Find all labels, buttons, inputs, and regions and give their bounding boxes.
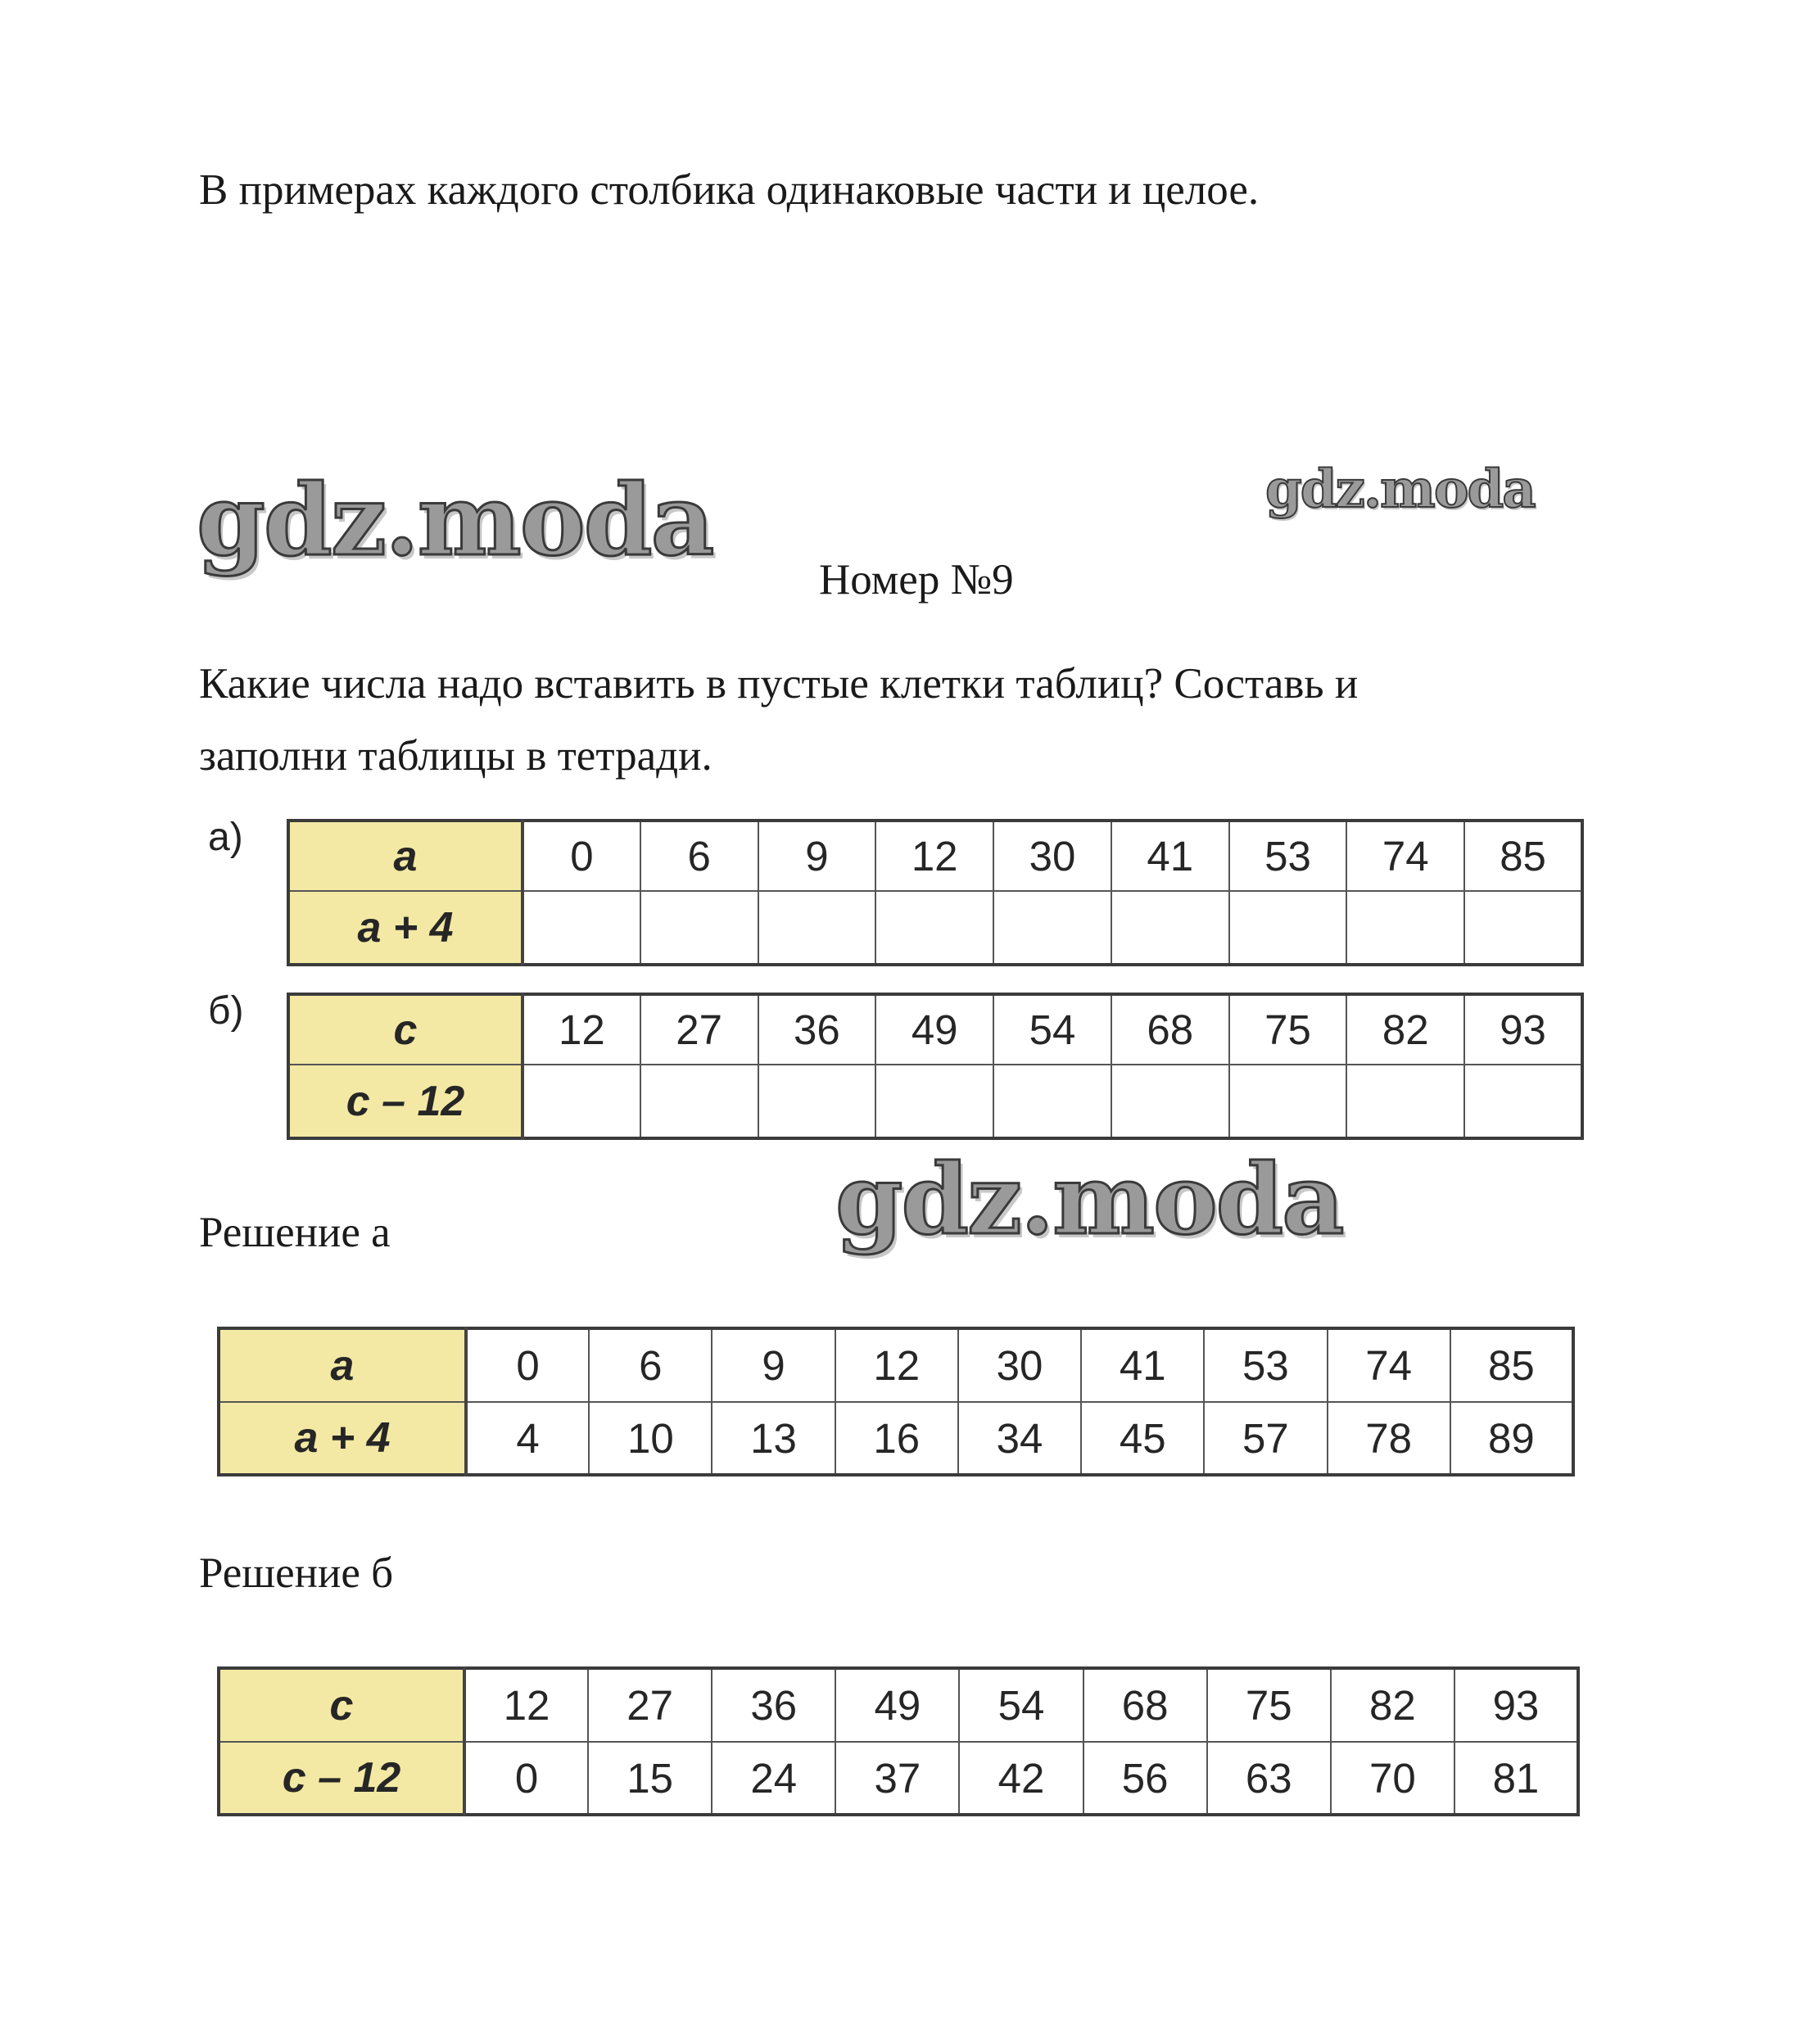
table-cell: 82: [1346, 994, 1464, 1065]
empty-cell: [1346, 891, 1464, 965]
task-question-line-2: заполни таблицы в тетради.: [199, 732, 712, 780]
table-cell: 27: [640, 994, 758, 1065]
row-header: a + 4: [288, 891, 522, 965]
table-cell: 74: [1346, 821, 1464, 891]
table-cell: 6: [589, 1328, 712, 1402]
empty-cell: [640, 1065, 758, 1138]
row-header: c: [288, 994, 522, 1065]
table-cell: 54: [993, 994, 1111, 1065]
table-cell: 93: [1454, 1668, 1578, 1742]
solution-a-title: Решение а: [199, 1209, 391, 1256]
table-cell: 0: [522, 821, 640, 891]
table-row: [288, 994, 1582, 1065]
row-header: c – 12: [288, 1065, 522, 1138]
row-header: c – 12: [219, 1742, 464, 1815]
table-cell: 74: [1328, 1328, 1450, 1402]
task-number-title: Номер №9: [819, 556, 1014, 604]
table-cell: 81: [1454, 1742, 1578, 1815]
empty-cell: [640, 891, 758, 965]
table-cell: 36: [712, 1668, 835, 1742]
empty-cell: [993, 1065, 1111, 1138]
table-row: [219, 1402, 1573, 1475]
solution-table-b: [217, 1666, 1580, 1816]
task-question-line-1: Какие числа надо вставить в пустые клетки таблиц? Составь и: [199, 660, 1359, 708]
watermark-logo: gdz.moda: [197, 463, 713, 578]
table-cell: 4: [466, 1402, 589, 1475]
watermark-logo: gdz.moda: [1265, 459, 1535, 520]
table-cell: 75: [1229, 994, 1347, 1065]
empty-cell: [1229, 1065, 1347, 1138]
table-cell: 63: [1207, 1742, 1331, 1815]
table-cell: 49: [835, 1668, 959, 1742]
table-cell: 93: [1464, 994, 1582, 1065]
watermark-logo: gdz.moda: [835, 1142, 1343, 1256]
table-cell: 53: [1204, 1328, 1327, 1402]
table-row: [288, 1065, 1582, 1138]
table-cell: 85: [1464, 821, 1582, 891]
table-cell: 30: [993, 821, 1111, 891]
table-cell: 12: [835, 1328, 958, 1402]
table-cell: 85: [1450, 1328, 1573, 1402]
table-cell: 82: [1331, 1668, 1454, 1742]
table-cell: 78: [1328, 1402, 1450, 1475]
table-cell: 0: [466, 1328, 589, 1402]
empty-cell: [758, 891, 876, 965]
table-cell: 12: [464, 1668, 588, 1742]
table-cell: 68: [1111, 994, 1229, 1065]
table-cell: 36: [758, 994, 876, 1065]
table-cell: 6: [640, 821, 758, 891]
table-cell: 10: [589, 1402, 712, 1475]
table-cell: 34: [958, 1402, 1081, 1475]
table-cell: 54: [959, 1668, 1083, 1742]
table-cell: 9: [758, 821, 876, 891]
table-cell: 24: [712, 1742, 835, 1815]
table-cell: 16: [835, 1402, 958, 1475]
task-table-a: [287, 819, 1584, 966]
table-cell: 56: [1083, 1742, 1207, 1815]
row-header: a: [219, 1328, 466, 1402]
empty-cell: [758, 1065, 876, 1138]
table-row: [219, 1742, 1578, 1815]
table-cell: 27: [588, 1668, 712, 1742]
empty-cell: [1229, 891, 1347, 965]
empty-cell: [522, 1065, 640, 1138]
table-cell: 13: [712, 1402, 835, 1475]
table-cell: 30: [958, 1328, 1081, 1402]
empty-cell: [1111, 1065, 1229, 1138]
table-cell: 15: [588, 1742, 712, 1815]
table-row: [219, 1668, 1578, 1742]
intro-text: В примерах каждого столбика одинаковые части и целое.: [199, 166, 1260, 214]
table-row: [288, 821, 1582, 891]
empty-cell: [1346, 1065, 1464, 1138]
table-cell: 75: [1207, 1668, 1331, 1742]
table-cell: 41: [1081, 1328, 1204, 1402]
empty-cell: [875, 891, 993, 965]
table-row: [288, 891, 1582, 965]
table-a-label: а): [208, 816, 243, 859]
empty-cell: [522, 891, 640, 965]
row-header: c: [219, 1668, 464, 1742]
task-table-b: [287, 993, 1584, 1140]
table-b-label: б): [208, 989, 244, 1033]
empty-cell: [875, 1065, 993, 1138]
table-cell: 53: [1229, 821, 1347, 891]
solution-b-title: Решение б: [199, 1549, 394, 1597]
table-cell: 9: [712, 1328, 835, 1402]
row-header: a: [288, 821, 522, 891]
table-cell: 37: [835, 1742, 959, 1815]
table-cell: 68: [1083, 1668, 1207, 1742]
row-header: a + 4: [219, 1402, 466, 1475]
table-cell: 42: [959, 1742, 1083, 1815]
empty-cell: [993, 891, 1111, 965]
empty-cell: [1464, 891, 1582, 965]
table-cell: 70: [1331, 1742, 1454, 1815]
table-cell: 12: [522, 994, 640, 1065]
table-row: [219, 1328, 1573, 1402]
table-cell: 89: [1450, 1402, 1573, 1475]
empty-cell: [1111, 891, 1229, 965]
solution-table-a: [217, 1327, 1575, 1476]
table-cell: 41: [1111, 821, 1229, 891]
table-cell: 12: [875, 821, 993, 891]
table-cell: 0: [464, 1742, 588, 1815]
table-cell: 49: [875, 994, 993, 1065]
table-cell: 45: [1081, 1402, 1204, 1475]
table-cell: 57: [1204, 1402, 1327, 1475]
empty-cell: [1464, 1065, 1582, 1138]
